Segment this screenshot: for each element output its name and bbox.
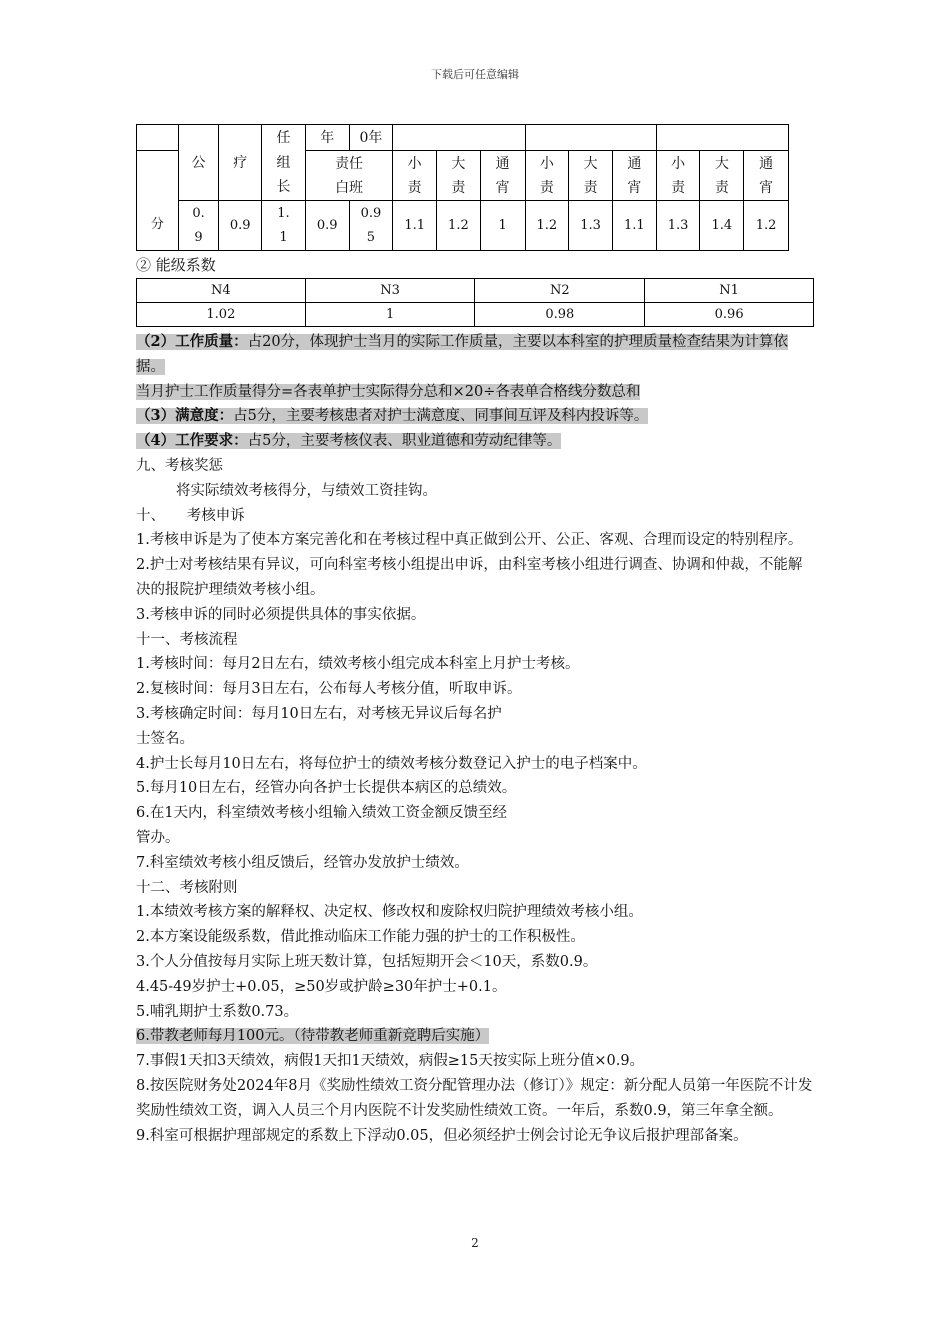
cell: 年 (305, 125, 349, 151)
level-coefficient-table (136, 278, 814, 327)
level-coefficient-caption: ② 能级系数 (136, 256, 216, 274)
cell (437, 151, 481, 201)
cell (305, 151, 392, 201)
coefficient-table (136, 124, 789, 251)
cell (612, 151, 656, 201)
cell-text: 公 (191, 155, 206, 172)
paragraph: 1.本绩效考核方案的解释权、决定权、修改权和废除权归院护理绩效考核小组。 (136, 904, 643, 921)
cell-text: 0.9 (360, 205, 382, 221)
paragraph: 3.考核确定时间：每月10日左右，对考核无异议后每名护 (136, 705, 502, 722)
page-header: 下载后可任意编辑 (431, 68, 519, 81)
cell: 1.3 (569, 201, 613, 251)
cell (480, 151, 525, 201)
paragraph (136, 380, 816, 405)
text: 当月护士工作质量得分=各表单护士实际得分总和×20÷各表单合格线分数总和 (136, 383, 641, 400)
paragraph: 1.考核申诉是为了使本方案完善化和在考核过程中真正做到公开、公正、客观、合理而设定的特别程序。 (136, 532, 803, 549)
cell (137, 151, 179, 201)
paragraph: 3.个人分值按每月实际上班天数计算，包括短期开会＜10天，系数0.9。 (136, 953, 598, 970)
section-heading: 十一、考核流程 (136, 631, 238, 648)
paragraph (136, 330, 816, 380)
cell: 1.2 (744, 201, 789, 251)
cell (219, 125, 262, 151)
cell-text: 组 (276, 155, 291, 172)
cell (656, 125, 788, 151)
cell-text: 白班 (335, 179, 364, 196)
cell: 1.4 (700, 201, 744, 251)
cell-text: 宵 (759, 179, 774, 196)
paragraph (136, 1024, 816, 1049)
cell: 1.2 (525, 201, 569, 251)
cell-text: 责 (714, 179, 729, 196)
cell (569, 151, 613, 201)
header-cell: N1 (645, 279, 814, 303)
cell (700, 151, 744, 201)
paragraph: 2.本方案设能级系数，借此推动临床工作能力强的护士的工作积极性。 (136, 929, 585, 946)
section-heading: 十、 考核申诉 (136, 507, 245, 524)
cell (178, 125, 219, 151)
cell-text: 小 (539, 155, 554, 172)
cell: 1.3 (656, 201, 700, 251)
paragraph: 9.科室可根据护理部规定的系数上下浮动0.05，但必须经护士例会讨论无争议后报护理部备案。 (136, 1127, 748, 1144)
bold-label: （2）工作质量： (136, 333, 248, 350)
paragraph: 士签名。 (136, 730, 194, 747)
cell-text: 宵 (495, 179, 510, 196)
cell-text: 小 (407, 155, 422, 172)
paragraph: 将实际绩效考核得分，与绩效工资挂钩。 (176, 482, 437, 499)
header-cell: N3 (305, 279, 475, 303)
cell (137, 125, 179, 151)
cell (525, 125, 656, 151)
paragraph: 7.事假1天扣3天绩效，病假1天扣1天绩效，病假≥15天按实际上班分值×0.9。 (136, 1053, 645, 1070)
cell: 1.1 (393, 201, 437, 251)
document-body (136, 330, 816, 1148)
cell-text: 大 (451, 155, 466, 172)
cell (656, 151, 700, 201)
cell (525, 151, 569, 201)
cell-text: 长 (276, 179, 291, 196)
paragraph: 2.复核时间：每月3日左右，公布每人考核分值，听取申诉。 (136, 681, 522, 698)
text: 6.带教老师每月100元。（待带教老师重新竞聘后实施） (136, 1028, 490, 1045)
highlight (136, 408, 648, 424)
paragraph: 8.按医院财务处2024年8月《奖励性绩效工资分配管理办法（修订）》规定：新分配人员第一年医院不计发奖励性绩效工资，调入人员三个月内医院不计发奖励性绩效工资。一年后，系数0.9，第三年拿全额。 (136, 1077, 813, 1119)
cell-text: 1 (279, 229, 288, 245)
text: 占5分，主要考核仪表、职业道德和劳动纪律等。 (247, 433, 562, 450)
cell (178, 151, 219, 201)
cell: 分 (137, 201, 179, 251)
cell-text: 通 (759, 155, 774, 172)
highlight (136, 334, 788, 375)
cell-text: 通 (495, 155, 510, 172)
cell (262, 151, 306, 201)
cell-text: 责 (671, 179, 686, 196)
header-cell: N4 (137, 279, 306, 303)
cell (393, 125, 525, 151)
cell (349, 201, 393, 251)
paragraph: 1.考核时间：每月2日左右，绩效考核小组完成本科室上月护士考核。 (136, 656, 580, 673)
value-cell: 1 (305, 303, 475, 327)
value-cell: 0.98 (475, 303, 645, 327)
paragraph: 5.哺乳期护士系数0.73。 (136, 1003, 299, 1020)
cell: 0.9 (219, 201, 262, 251)
cell-text: 大 (714, 155, 729, 172)
cell: 1.1 (612, 201, 656, 251)
cell (744, 151, 789, 201)
text: 占20分，体现护士当月的实际工作质量，主要以本科室的护理质量检查结果为计算依据。 (136, 334, 789, 375)
cell-text: 9 (194, 229, 203, 245)
paragraph (136, 429, 816, 454)
cell-text: 大 (583, 155, 598, 172)
cell-text: 责 (539, 179, 554, 196)
cell: 任 (262, 125, 306, 151)
cell-text: 疗 (233, 155, 248, 172)
bold-label: （4）工作要求： (136, 432, 248, 450)
section-heading: 九、考核奖惩 (136, 457, 223, 474)
paragraph: 2.护士对考核结果有异议，可向科室考核小组提出申诉，由科室考核小组进行调查、协调和仲裁，不能解决的报院护理绩效考核小组。 (136, 557, 803, 598)
value-cell: 0.96 (645, 303, 814, 327)
highlight (136, 433, 561, 449)
cell: 1.2 (437, 201, 481, 251)
cell: 0年 (349, 125, 393, 151)
cell (393, 151, 437, 201)
cell-text: 责 (451, 179, 466, 196)
paragraph: 6.在1天内，科室绩效考核小组输入绩效工资金额反馈至经 (136, 805, 508, 822)
paragraph: 7.科室绩效考核小组反馈后，经管办发放护士绩效。 (136, 854, 469, 871)
cell-text: 小 (671, 155, 686, 172)
cell-text: 5 (366, 229, 376, 245)
header-cell: N2 (475, 279, 645, 303)
cell-text: 1. (277, 205, 290, 221)
cell (219, 151, 262, 201)
paragraph: 4.护士长每月10日左右，将每位护士的绩效考核分数登记入护士的电子档案中。 (136, 755, 647, 772)
section-heading: 十二、考核附则 (136, 879, 238, 896)
cell-text: 责 (407, 179, 422, 196)
cell-text: 责 (583, 179, 598, 196)
cell-text: 通 (627, 155, 642, 172)
cell-text: 责任 (335, 155, 364, 172)
cell: 0.9 (305, 201, 349, 251)
paragraph: 5.每月10日左右，经管办向各护士长提供本病区的总绩效。 (136, 780, 517, 797)
cell-text: 宵 (627, 179, 642, 196)
page-number: 2 (471, 1236, 479, 1250)
value-cell: 1.02 (137, 303, 306, 327)
paragraph: 管办。 (136, 829, 180, 846)
cell (178, 201, 219, 251)
paragraph: 4.45-49岁护士+0.05，≥50岁或护龄≥30年护士+0.1。 (136, 978, 507, 995)
paragraph (136, 404, 816, 429)
paragraph: 3.考核申诉的同时必须提供具体的事实依据。 (136, 606, 426, 623)
cell (262, 201, 306, 251)
cell: 1 (480, 201, 525, 251)
cell-text: 0. (192, 205, 205, 221)
bold-label: （3）满意度： (136, 407, 234, 425)
text: 占5分，主要考核患者对护士满意度、同事间互评及科内投诉等。 (233, 408, 649, 425)
